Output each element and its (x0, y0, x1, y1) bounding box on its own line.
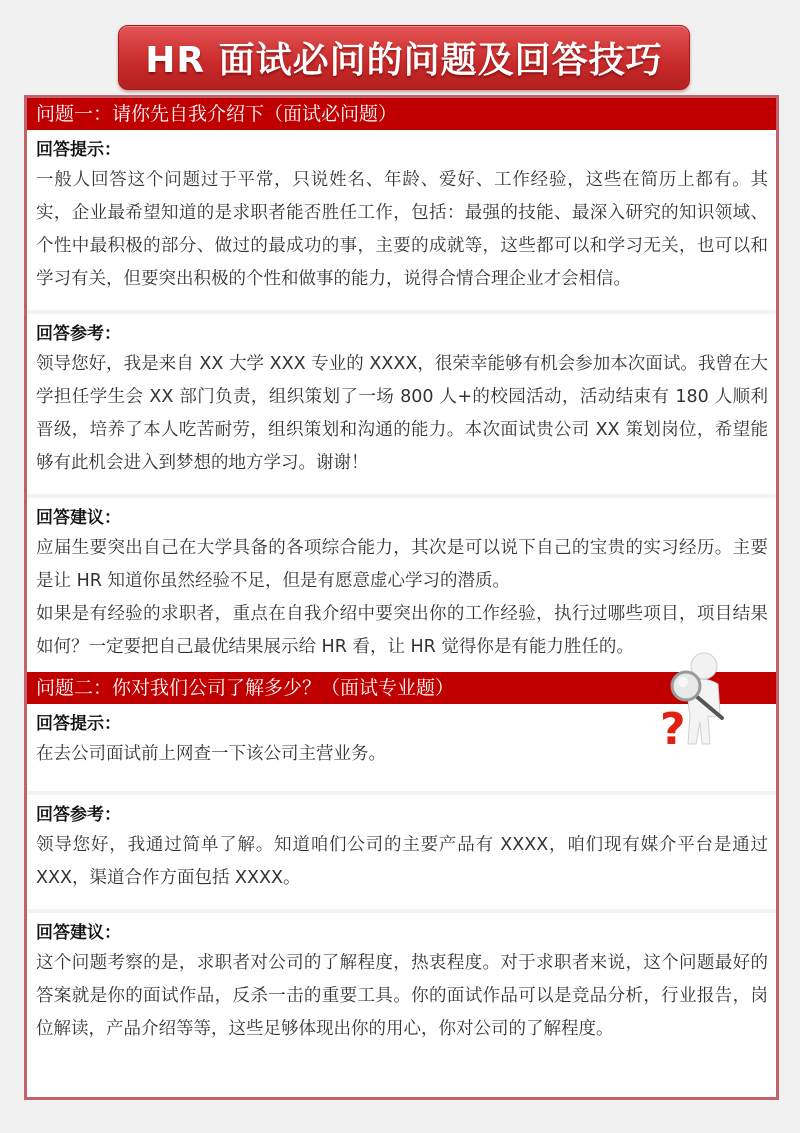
magnifier-question-figure-icon (656, 652, 736, 752)
question-1-header (27, 98, 776, 130)
section-label: 回答参考： (36, 324, 121, 344)
q2-answer-advice (27, 913, 776, 1060)
section-body (36, 532, 768, 664)
q1-answer-reference (27, 314, 776, 494)
paragraph: 在去公司面试前上网查一下该公司主营业务。 (36, 744, 386, 764)
paragraph: 一般人回答这个问题过于平常，只说姓名、年龄、爱好、工作经验，这些在简历上都有。其实，企业最希望知道的是求职者能否胜任工作，包括：最强的技能、最深入研究的知识领域、个性中最积极的部分、做过的最成功的事，主要的成就等，这些都可以和学习无关，也可以和学习有关，但要突出积极的个性和做事的能力，说得合情合理企业才会相信。 (36, 170, 768, 289)
paragraph: 领导您好，我通过简单了解。知道咱们公司的主要产品有 XXXX，咱们现有媒介平台是通过 XXX，渠道合作方面包括 XXXX。 (36, 835, 768, 888)
paragraph: 应届生要突出自己在大学具备的各项综合能力，其次是可以说下自己的宝贵的实习经历。主要是让 HR 知道你虽然经验不足，但是有愿意虚心学习的潜质。 (36, 538, 768, 591)
section-label: 回答提示： (36, 714, 121, 734)
section-label: 回答建议： (36, 508, 121, 528)
content-frame (24, 95, 779, 1100)
svg-text:?: ? (660, 704, 686, 752)
section-body (36, 348, 768, 480)
section-label: 回答提示： (36, 140, 121, 160)
question-1-title: 问题一：请你先自我介绍下（面试必问题） (36, 103, 398, 125)
question-2-title: 问题二：你对我们公司了解多少？（面试专业题） (36, 677, 455, 699)
paragraph: 领导您好，我是来自 XX 大学 XXX 专业的 XXXX，很荣幸能够有机会参加本次面试。我曾在大学担任学生会 XX 部门负责，组织策划了一场 800 人+的校园活动，活动结束有 180 人顺利晋级，培养了本人吃苦耐劳，组织策划和沟通的能力。本次面试贵公司 XX 策划岗位，希望能够有此机会进入到梦想的地方学习。谢谢！ (36, 354, 768, 473)
section-body (36, 164, 768, 296)
section-label: 回答参考： (36, 805, 121, 825)
paragraph: 这个问题考察的是，求职者对公司的了解程度，热衷程度。对于求职者来说，这个问题最好的答案就是你的面试作品，反杀一击的重要工具。你的面试作品可以是竞品分析，行业报告，岗位解读，产品介绍等等，这些足够体现出你的用心，你对公司的了解程度。 (36, 953, 768, 1039)
page-title: HR 面试必问的问题及回答技巧 (145, 40, 663, 81)
q1-answer-advice (27, 498, 776, 672)
q1-answer-tips (27, 130, 776, 310)
title-banner (118, 25, 690, 90)
q2-answer-reference (27, 795, 776, 909)
section-body (36, 829, 768, 895)
paragraph: 如果是有经验的求职者，重点在自我介绍中要突出你的工作经验，执行过哪些项目，项目结果如何？一定要把自己最优结果展示给 HR 看，让 HR 觉得你是有能力胜任的。 (36, 604, 768, 657)
section-label: 回答建议： (36, 923, 121, 943)
section-body (36, 947, 768, 1046)
